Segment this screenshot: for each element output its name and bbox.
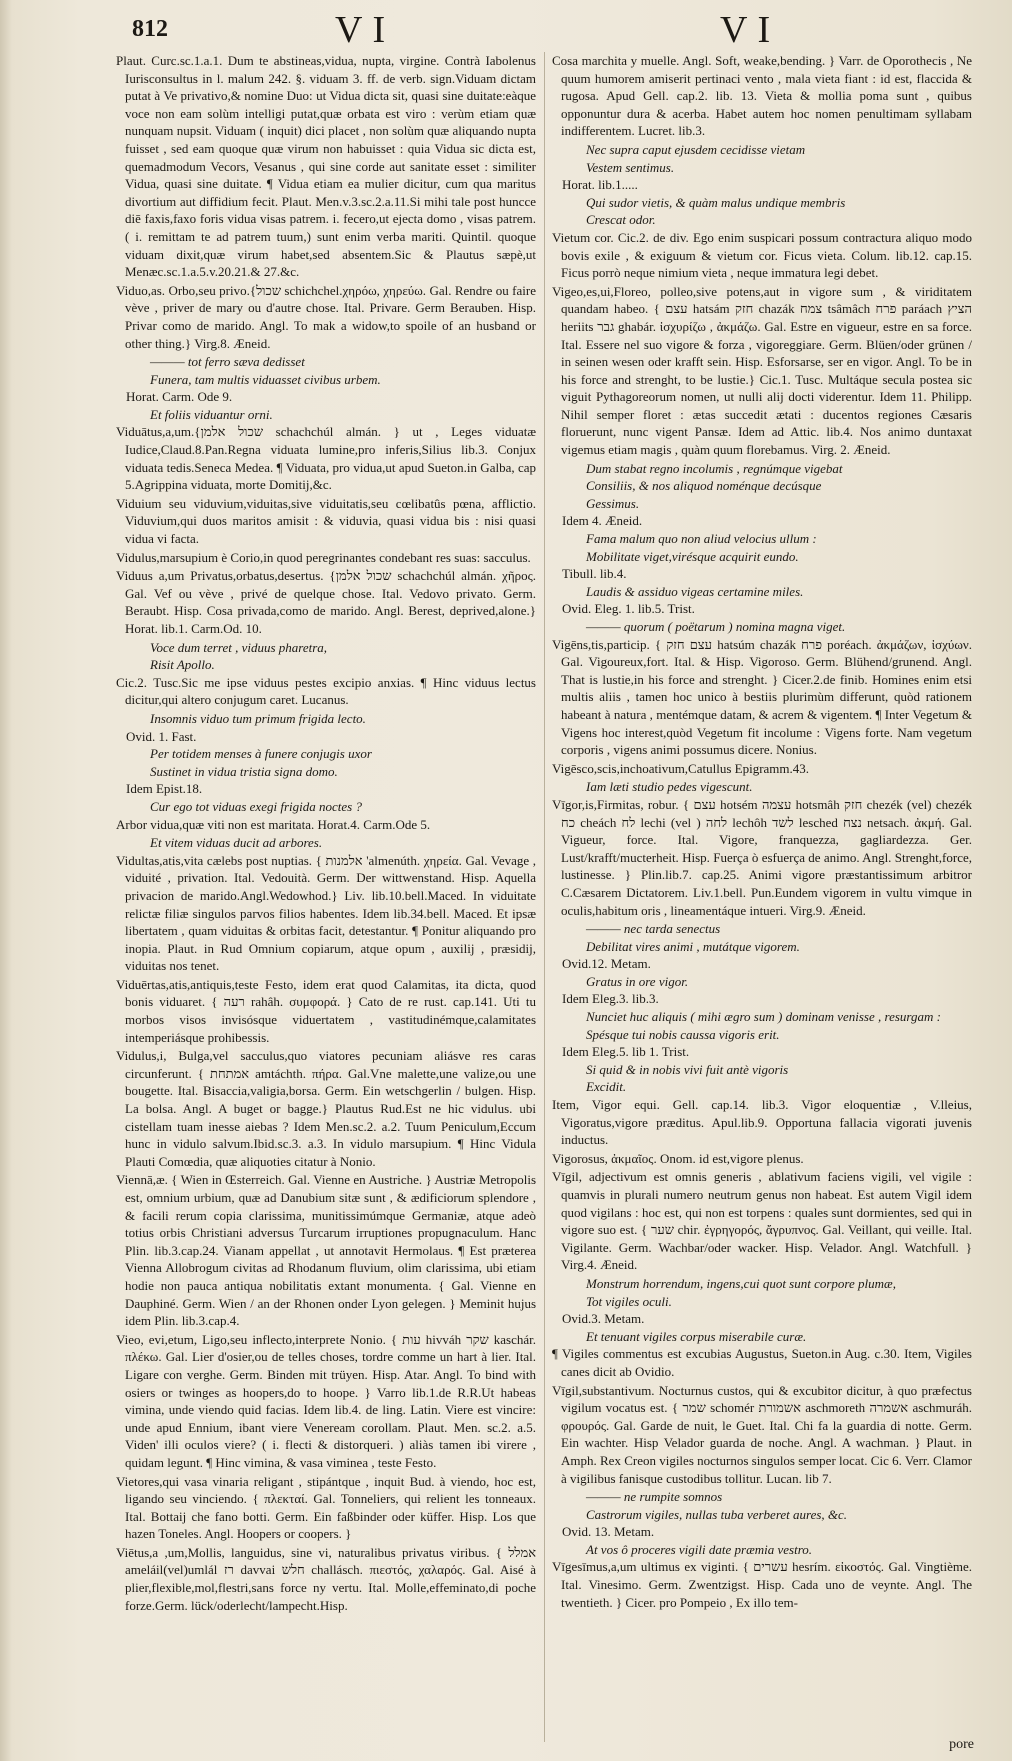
dictionary-entry: Vietum cor. Cic.2. de div. Ego enim suspicari possum contractura aliquo modo bovis exile , & exiguum & vietum cor. Ficus vieta. Colum. lib.12. cap.15. Ficus porrò neque nimium vieta , neque immatura legi debet. [552, 229, 972, 281]
citation-line: Horat. Carm. Ode 9. [126, 389, 233, 405]
verse-quote: Cur ego tot viduas exegi frigida noctes ? [150, 798, 362, 814]
verse-quote: Risit Apollo. [150, 657, 215, 673]
verse-quote: Spésque tui nobis caussa vigoris erit. [586, 1026, 780, 1042]
dictionary-entry: Vigorosus, ἀκμαῖος. Onom. id est,vigore plenus. [552, 1150, 804, 1166]
verse-quote: At vos ô proceres vigili date præmia vestro. [586, 1541, 813, 1557]
verse-quote: Castrorum vigiles, nullas tuba verberet aures, &c. [586, 1506, 848, 1522]
dictionary-entry: Viduātus,a,um.{שכול אלמן schachchúl almán. } ut , Leges viduatæ Iudice,Claud.8.Pan.Regna viduata lumine,pro inferis,Silius lib.3. Conjux viduata tedis.Seneca Medea. ¶ Viduata, pro vidua,ut apud Sueton.in Galba, cap 5.Agrippina viduata, morte Domitij,&c. [116, 424, 536, 493]
dictionary-entry: Vidulus,i, Bulga,vel sacculus,quo viatores pecuniam aliásve res caras circunferunt. { אמתחת amtáchth. πήρα. Gal.Vne malette,une valize,ou une bougette. Ital. Bisaccia,valigia,borsa. Germ. Ein wetschgerlin / bulgen. Hisp. La bolsa. Angl. A buget or bagge.} Plautus Rud.Est ne hic vidulus. ubi cistellam tuam inesse aiebas ? Idem Men.sc.2. a.2. Tuum Peniculum,Eccum hunc in vidulo salvum.Ibid.sc.3. a.3. In vidulo marsupium. ¶ Hinc Vidula Plauti Comœdia, quæ aliquoties citatur à Nonio. [116, 1048, 536, 1169]
page-number: 812 [132, 16, 168, 42]
running-head-right: VI [720, 9, 781, 51]
verse-quote: ——— quorum ( poëtarum ) nomina magna viget. [586, 619, 846, 634]
citation-line: Idem Epist.18. [126, 781, 203, 797]
dictionary-entry: Viennā,æ. { Wien in Œsterreich. Gal. Vienne en Austriche. } Austriæ Metropolis est, omnium urbium, quæ ad Danubium sitæ sunt , & ædificiorum splendore , & facili rerum copia clarissima, munitissimúmque Germaniæ, atque adeò totius orbis Christiani adversus Turcarum irruptiones propugnaculum. Hanc Plin. lib.3.cap.24. Vianam appellat , ut annotavit Hermolaus. ¶ Est præterea Vienna Allobrogum civitas ad Rhodanum fluvium, olim clarissima, ubi etiam hodie non pauca antiqua nobilitatis extant monumenta. { Gal. Vienne en Dauphiné. Germ. Wien / an der Rhonen onder Lyon gelegen. } Meminit hujus idem Plin. lib.3.cap.4. [116, 1172, 536, 1329]
verse-quote: Et foliis viduantur orni. [150, 406, 273, 422]
dictionary-entry: Vidultas,atis,vita cælebs post nuptias. { אלמנות 'almenúth. χηρεία. Gal. Vevage , viduité , privation. Ital. Vedouità. Germ. Der wittwenstand. Hisp. Aquella privacion de marido.Angl.Wedowhod.} Liv. lib.10.bell.Maced. In viduitate relictæ filiæ singulos parvos filios habentes. Idem lib.34.bell. Maced. Et ipsæ libertatem , quam viduitas & orbitas facit, detestantur. ¶ Ponitur aliquando pro inopia. Plaut. in Rud Omnium copiarum, atque opum , auxilij , præsidij, viduitas nos tenet. [116, 852, 536, 974]
verse-quote: Per totidem menses à funere conjugis uxor [150, 746, 372, 762]
dictionary-entry: Vigeo,es,ui,Floreo, polleo,sive potens,aut in vigore sum , & viriditatem quandam habeo. { עצם hatsám חזק chazák צמח tsâmâch פרח paráach הציץ heriits גבר ghabár. ἰσχυρίζω , ἀκμάζω. Gal. Estre en vigueur, estre en sa force. Ital. Essere nel suo vigore & forza , vigoreggiare. Germ. Blüen/oder grünen / in seinen wesen oder krafft sein. Hisp. Esforsarse, ser en vigor. Angl. To be in his force and strenght, to be lustie.} Cic.1. Tusc. Multáque secula postea sic viguit Pythagoreorum nomen, ut nulli alij docti viderentur. Idem 11. Philipp. Nihil semper floret : ætas succedit ætati : ducentos regiones Cæsaris floruerunt, nunc vigent Pansæ. Idem ad Attic. lib.4. Nos animo duntaxat vigemus etiam magis , quàm quum florebamus. Virg. 2. Æneid. [552, 283, 972, 458]
verse-quote: Tot vigiles oculi. [586, 1293, 672, 1309]
verse-quote: Nunciet huc aliquis ( mihi ægro sum ) dominam venisse , resurgam : [586, 1009, 941, 1025]
verse-quote: Iam læti studio pedes vigescunt. [586, 779, 753, 795]
verse-quote: Qui sudor vietis, & quàm malus undique membris [586, 194, 846, 210]
dictionary-entry: Vigēns,tis,particip. { עצם חזק hatsúm chazák פרח poréach. ἀκμάζων, ἰσχύων. Gal. Vigoureux,fort. Ital. & Hisp. Vigoroso. Germ. Blühend/grunend. Angl. That is lustie,in his force and strenght. } Cicer.2.de finib. Homines enim etsi multis aliis , tamen hoc unico à bestiis plurimùm differunt, quòd rationem habeant à natura , mentémque datam, & acrem & vigentem. ¶ Inter Vegetum & Vigens hoc interest,quòd Vegetum fit incolume : Vigens forte. Nam vegetum corporis , vigens animi possumus dicere. Nonius. [552, 636, 973, 758]
dictionary-entry: Viduium seu viduvium,viduitas,sive viduitatis,seu cœlibatûs pœna, afflictio. Viduvium,qui duos maritos amisit : & viduvia, quasi vidua bis : nisi quasi vidua vi facta. [116, 495, 536, 547]
verse-quote: Dum stabat regno incolumis , regnúmque vigebat [586, 460, 843, 476]
dictionary-entry: Viduērtas,atis,antiquis,teste Festo, idem erat quod Calamitas, ita dicta, quod bonis viduaret. { רעה rahâh. συμφορά. } Cato de re rust. cap.141. Uti tu morbos visos invisósque viduertatem , vastitudinémque,calamitates intemperiásque prohibessis. [116, 976, 536, 1045]
citation-line: Idem Eleg.5. lib 1. Trist. [562, 1044, 690, 1060]
verse-quote: Excidit. [586, 1079, 627, 1095]
verse-quote: Monstrum horrendum, ingens,cui quot sunt corpore plumæ, [586, 1275, 896, 1291]
dictionary-entry: Cosa marchita y muelle. Angl. Soft, weake,bending. } Varr. de Oporothecis , Ne quum humorem amiserit pertinaci vento , mala vieta fiant : id est, flaccida & rugosa. Apud Gell. cap.2. lib. 13. Vieta & mollia poma sunt , quibus opponuntur dura & acerba. Habet autem hoc nomen penultimam syllabam indifferentem. Lucret. lib.3. [552, 53, 972, 139]
citation-line: Ovid.3. Metam. [562, 1311, 645, 1327]
dictionary-entry: Vigēsco,scis,inchoativum,Catullus Epigramm.43. [552, 760, 810, 776]
verse-quote: Funera, tam multis viduasset civibus urbem. [150, 371, 381, 387]
citation-line: Ovid.12. Metam. [562, 956, 651, 972]
citation-line: Horat. lib.1..... [562, 177, 638, 193]
verse-quote: Voce dum terret , viduus pharetra, [150, 639, 328, 655]
dictionary-entry: Vidulus,marsupium è Corio,in quod peregrinantes condebant res suas: sacculus. [116, 549, 531, 565]
page-gutter-shadow [0, 0, 12, 1761]
verse-quote: Consiliis, & nos aliquod noménque decúsque [586, 478, 822, 494]
verse-quote: ——— nec tarda senectus [586, 921, 721, 937]
verse-quote: Gessimus. [586, 495, 640, 511]
citation-line: Ovid. 1. Fast. [126, 728, 197, 744]
citation-line: Ovid. Eleg. 1. lib.5. Trist. [562, 601, 695, 617]
running-head-left: VI [335, 9, 396, 51]
verse-quote: Insomnis viduo tum primum frigida lecto. [150, 710, 366, 726]
dictionary-entry: Plaut. Curc.sc.1.a.1. Dum te abstineas,vidua, nupta, virgine. Contrà Iabolenus Iurisconsultus in l. malum 242. §. viduam 3. ff. de verb. sign.Viduam dictam putat à Ve privativo,& nomine Duo: ut Vidua dicta sit, quasi sine duitate:eàque voce non eam solùm intelligi putat,quæ orbata est viro : verùm etiam quæ nunquam nupsit. Viduam ( inquit) dici placet , non solùm quæ aliquando nupta fuisset , sed eam quoque quæ virum non habuisset : quia Vidua sic dicta est, quemadmodum Vecors, Vesanus , qui sine corde aut sanitate esset : similiter Vidua, quasi sine duitate. ¶ Vidua etiam ea mulier dicitur, cum qua maritus divortium aut diffidium fecit. Plaut. Men.v.3.sc.2.a.11.Si mihi tale post huncce diē faxis,faxo foris vidua visas patrem. i. fecero,ut ejecta domo , visas patrem. ( i. remittam te ad patrem tuum,) sunt enim verba mariti. Quintil. quoque viduam dixit,quæ virum habet,sed absentem.Sic & Plautus sæpè,ut Menæc.sc.1.a.5.v.20.21.& 27.&c. [116, 53, 536, 280]
dictionary-entry: Cic.2. Tusc.Sic me ipse viduus pestes excipio anxias. ¶ Hinc viduus lectus dicitur,qui altero conjugum caret. Lucanus. [116, 674, 536, 708]
verse-quote: Sustinet in vidua tristia signa domo. [150, 763, 338, 779]
verse-quote: Et tenuant vigiles corpus miserabile curæ. [586, 1328, 807, 1344]
page-header [20, 6, 992, 50]
dictionary-entry: Viduus a,um Privatus,orbatus,desertus. {שכול אלמן schachchúl almán. χῆρος. Gal. Vef ou vève , privé de quelque chose. Ital. Vedovo privato. Germ. Beraubt. Hisp. Cosa privada,como de marido. Angl. Berest, deprived,alone.} Horat. lib.1. Carm.Od. 10. [116, 568, 537, 636]
verse-quote: Laudis & assiduo vigeas certamine miles. [586, 583, 804, 599]
column-divider [544, 52, 545, 1742]
dictionary-entry: Vietores,qui vasa vinaria religant , stipántque , inquit Bud. à viendo, hoc est, ligando seu vinciendo. { πλεκταί. Gal. Tonneliers, qui relient les tonneaux. Ital. Bottaij che fano botti. Germ. Ein faßbinder oder küffer. Hisp. Los que hazen Toneles. Angl. Hoopers or coopers. } [116, 1473, 536, 1542]
verse-quote: Vestem sentimus. [586, 159, 675, 175]
dictionary-entry: Vīgesīmus,a,um ultimus ex viginti. { עשרים hesrím. εἰκοστός. Gal. Vingtième. Ital. Vinesimo. Germ. Zwentzigst. Hisp. Cada uno de veynte. Angl. The twentieth. } Cicer. pro Pompeio , Ex illo tem- [552, 1559, 972, 1610]
verse-quote: Fama malum quo non aliud velocius ullum : [586, 531, 817, 547]
verse-quote: ——— ne rumpite somnos [586, 1489, 723, 1505]
dictionary-entry: Vīgor,is,Firmitas, robur. { עצם hotsém עצמה hotsmâh חזק chezék (vel) chezék כח cheách לח lechi (vel ) לחה lechôh לשד lesched נצח netsach. ἀκμή. Gal. Vigueur, force. Ital. Vigore, franquezza, gagliardezza. Ger. Lust/krafft/mucterheit. Hisp. Fuerça ò esfuerça de animo. Angl. Strenght,force, lustinesse. } Plin.lib.7. cap.25. Animi vigore præstantissimum arbitror C.Cæsarem Dictatorem. Liv.1.bell. Pun.Eundem vigorem in vultu vimque in oculis,habitum oris , lineamentáque intueri. Virg.9. Æneid. [552, 796, 972, 918]
verse-quote: Debilitat vires animi , mutátque vigorem. [586, 938, 800, 954]
catchword: pore [949, 1737, 974, 1752]
citation-line: Ovid. 13. Metam. [562, 1524, 655, 1540]
verse-quote: Mobilitate viget,virésque acquirit eundo. [586, 548, 799, 564]
dictionary-entry: Vīgil,substantivum. Nocturnus custos, qui & excubitor dicitur, à quo præfectus vigilum vocatus est. { שמר schomér אשמורת aschmoreth אשמרה aschmuráh. φρουρός. Gal. Garde de nuit, le Guet. Ital. Chi fa la guardia di notte. Germ. Ein wachter. Hisp Velador guarda de noche. Angl. A wachman. } Plaut. in Amph. Rex Creon vigiles nocturnos singulos semper locat. Cic 6. Verr. Clamor à vigilibus fanisque custodibus tollitur. Lucan. lib 7. [552, 1382, 973, 1486]
dictionary-entry: Vieo, evi,etum, Ligo,seu inflecto,interprete Nonio. { עות hivváh שקר kaschár. πλέκω. Gal. Lier d'osier,ou de telles choses, tordre comme un hart à lier. Ital. Ligare con verghe. Germ. Binden mit trüyen. Hisp. Atar. Angl. To bind with osiers or twinges as hoopers,do to hoope. } Varro lib.1.de R.R.Ut habeas vimina, unde viendo quid facias. Idem lib.4. de ling. Latin. Viere est vincire: unde apud Ennium, ibant viere Veneream corollam. Plaut. Men. sc.2. a.5. Viden' illi oculos viere? ( i. flecti & distorqueri. ) aliàs tamen ibi virere , quidam legunt. ¶ Hinc vimina, & vasa viminea , teste Festo. [116, 1331, 537, 1470]
dictionary-entry: Item, Vigor equi. Gell. cap.14. lib.3. Vigor eloquentiæ , V.lleius, Vigoratus,vigore præditus. Apul.lib.9. Opportuna fallacia vigorati juvenis inductus. [552, 1097, 972, 1148]
citation-line: Idem 4. Æneid. [562, 513, 643, 529]
verse-quote: Gratus in ore vigor. [586, 973, 689, 989]
citation-line: Idem Eleg.3. lib.3. [562, 991, 659, 1007]
dictionary-entry: Arbor vidua,quæ viti non est maritata. Horat.4. Carm.Ode 5. [116, 816, 431, 832]
verse-quote: Nec supra caput ejusdem cecidisse vietam [586, 141, 806, 157]
verse-quote: Si quid & in nobis vivi fuit antè vigoris [586, 1061, 789, 1077]
dictionary-entry: Vīgil, adjectivum est omnis generis , ablativum faciens vigili, vel vigile : quamvis in plurali numero neutrum genus non habeat. Est autem Vigil idem quod vigilans : hoc est, qui non est torpens : quales sunt dormientes, sed qui in vigore suo est. { שער chir. ἐγρηγορός, ἄγρυπνος. Gal. Veillant, qui veille. Ital. Vigilante. Germ. Wachbar/oder wacker. Hisp. Velador. Angl. Watchfull. } Virg.4. Æneid. [552, 1169, 972, 1273]
verse-quote: Crescat odor. [586, 212, 656, 228]
verse-quote: ——— tot ferro sæva dedisset [150, 354, 305, 370]
citation-line: Tibull. lib.4. [562, 566, 627, 582]
dictionary-entry: ¶ Vigiles commentus est excubias Augustus, Sueton.in Aug. c.30. Item, Vigiles canes dicit ab Ovidio. [552, 1346, 972, 1379]
left-column [116, 52, 536, 1615]
right-column [552, 52, 972, 1612]
verse-quote: Et vitem viduas ducit ad arbores. [150, 835, 323, 851]
dictionary-entry: Viduo,as. Orbo,seu privo.{שכול schichchel.χηρόω, χηρεύω. Gal. Rendre ou faire vève , priver de mary ou d'autre chose. Ital. Privare. Germ Berauben. Hisp. Privar como de marido. Angl. To mak a widow,to spoile of an husband or other thing.} Virg.8. Æneid. [116, 282, 536, 351]
dictionary-entry: Viētus,a ,um,Mollis, languidus, sine vi, naturalibus privatus viribus. { אמלל ameláil(vel)umlál רז davvai חלש challásch. πιεστός, χαλαρός. Gal. Aisé à plier,flexible,mol,flestri,sans force ny vertu. Ital. Molle,effeminato,di poche forze.Germ. lück/oderlecht/lampecht.Hisp. [116, 1544, 537, 1613]
